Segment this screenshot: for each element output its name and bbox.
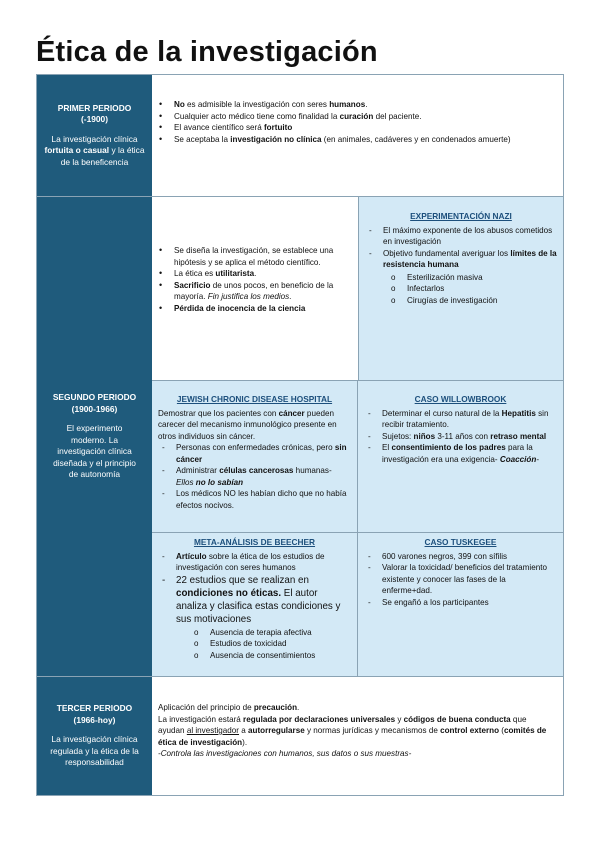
beecher-heading: META-ANÁLISIS DE BEECHER [193,537,316,547]
list-item: o Infectarlos [389,283,557,295]
list-item: • Cualquier acto médico tiene como finalidad la curación del paciente. [156,111,543,123]
list-item: • Se aceptaba la investigación no clínica (en animales, cadáveres y en condenados amuerte) [156,134,543,146]
list-item: - Determinar el curso natural de la Hepatitis sin recibir tratamiento. [364,408,557,431]
general-cell [152,197,359,380]
precaution-line: Aplicación del principio de precaución. [158,703,300,712]
beecher-cell [152,533,358,676]
list-item: - 600 varones negros, 399 con sífilis [364,551,557,563]
content-primer-periodo [152,75,563,196]
periods-table [36,74,564,796]
side-primer-periodo [37,75,152,196]
list-item: - Sujetos: niños 3-11 años con retraso mental [364,431,557,443]
phase-description: La investigación clínica regulada y la ética de la responsabilidad [50,734,139,768]
list-item: o Estudios de toxicidad [192,638,351,650]
willowbrook-cell [358,381,563,532]
list-item: o Ausencia de terapia afectiva [192,627,351,639]
nazi-cell [359,197,563,380]
regulation-paragraph: La investigación estará regulada por declaraciones universales y códigos de buena conducta que ayudan al investigador a autorregularse y normas jurídicas y mecanismos de control externo (comités de ética de investigación). [158,714,547,747]
control-note: -Controla las investigaciones con humanos, sus datos o sus muestras- [158,749,412,758]
subrow-general-nazi [152,197,563,380]
subrow-beecher-tuskegee [152,532,563,676]
list-item: - Personas con enfermedades crónicas, pero sin cáncer [158,442,351,465]
page-title: Ética de la investigación [36,36,378,68]
list-item: - Administrar células cancerosas humanas- Ellos no lo sabían [158,465,351,488]
list-item: - Valorar la toxicidad/ beneficios del tratamiento existente y conocer las fases de la enferme+dad. [364,562,557,597]
tuskegee-cell [358,533,563,676]
phase-description: La investigación clínica fortuita o casual y la ética de la beneficencia [44,133,145,167]
row-segundo-periodo [37,196,563,676]
phase-title: TERCER PERIODO [56,703,133,714]
willowbrook-heading: CASO WILLOWBROOK [414,394,507,404]
list-item: - El máximo exponente de los abusos cometidos en investigación [365,225,557,248]
phase-date: (1966-hoy) [73,714,116,725]
list-item: • Se diseña la investigación, se establece una hipótesis y se aplica el método científico. [156,245,348,268]
jewish-heading: JEWISH CHRONIC DISEASE HOSPITAL [176,394,333,404]
phase-date: (1900-1966) [71,403,118,414]
list-item: - Los médicos NO les habían dicho que no había efectos nocivos. [158,488,351,511]
jewish-intro: Demostrar que los pacientes con cáncer pueden carecer del mecanismo inmunológico presente en otros individuos sin cáncer. [158,408,337,441]
list-item: o Cirugías de investigación [389,295,557,307]
list-item: • Pérdida de inocencia de la ciencia [156,303,348,315]
list-item: - El consentimiento de los padres para la investigación era una exigencia- Coacción- [364,442,557,465]
side-tercer-periodo [37,677,152,795]
phase-title: PRIMER PERIODO [57,102,132,113]
row-tercer-periodo [37,676,563,795]
list-item: • El avance científico será fortuito [156,122,543,134]
jewish-cell [152,381,358,532]
phase-description: El experimento moderno. La investigación clínica diseñada y el principio de autonomía [53,423,136,480]
list-item: - Objetivo fundamental averiguar los límites de la resistencia humana [365,248,557,271]
subrow-jewish-willowbrook [152,380,563,532]
side-segundo-periodo [37,197,152,676]
phase-title: SEGUNDO PERIODO [52,392,137,403]
list-item: - Artículo sobre la ética de los estudios de investigación con seres humanos [158,551,351,574]
list-item: o Esterilización masiva [389,272,557,284]
list-item: • Sacrificio de unos pocos, en beneficio de la mayoría. Fin justifica los medios. [156,280,348,303]
content-tercer-periodo [152,677,563,795]
nazi-heading: EXPERIMENTACIÓN NAZI [410,211,512,221]
list-item: - 22 estudios que se realizan en condiciones no éticas. El autor analiza y clasifica estas condiciones y sus motivaciones [158,574,351,626]
list-item: o Ausencia de consentimientos [192,650,351,662]
phase-date: (-1900) [81,114,108,125]
content-segundo-periodo [152,197,563,676]
list-item: • No es admisible la investigación con seres humanos. [156,99,543,111]
row-primer-periodo [37,75,563,196]
tuskegee-heading: CASO TUSKEGEE [424,537,497,547]
list-item: • La ética es utilitarista. [156,268,348,280]
list-item: - Se engañó a los participantes [364,597,557,609]
